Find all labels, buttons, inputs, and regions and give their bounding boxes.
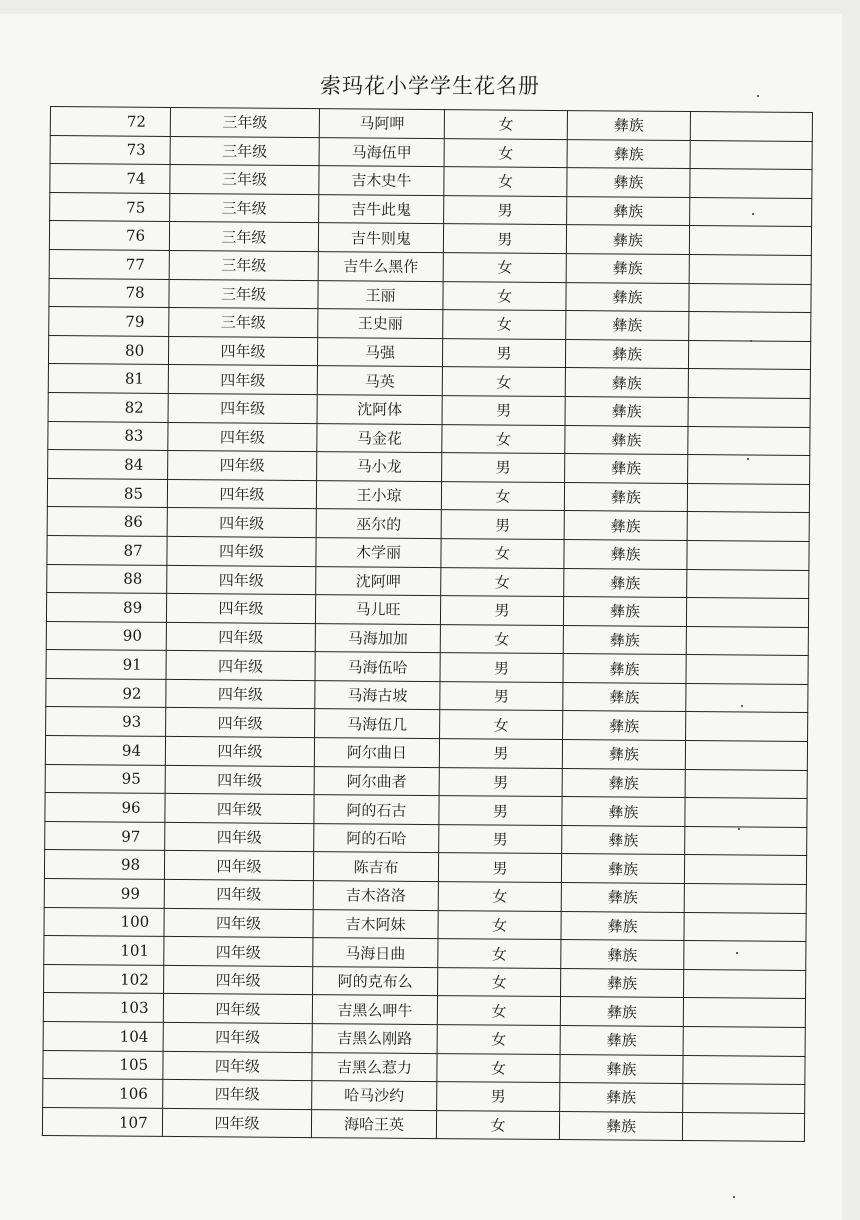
cell-grade: 四年级 [164,937,313,967]
cell-name: 马小龙 [317,452,442,482]
cell-number: 85 [47,478,167,508]
cell-ethnicity: 彝族 [563,711,686,741]
cell-grade: 四年级 [166,622,315,652]
cell-name: 吉黑么惹力 [312,1052,437,1082]
cell-grade: 三年级 [170,136,319,166]
cell-ethnicity: 彝族 [565,454,688,484]
cell-number: 84 [48,450,168,480]
cell-number: 75 [50,192,170,222]
cell-name: 王史丽 [318,309,443,339]
cell-gender: 女 [443,253,566,283]
cell-grade: 四年级 [167,508,316,538]
cell-remarks [684,941,806,971]
cell-name: 阿尔曲日 [314,738,439,768]
cell-name: 吉牛则鬼 [318,223,443,253]
scan-speck [757,95,759,97]
cell-remarks [690,169,812,199]
cell-grade: 四年级 [165,822,314,852]
cell-name: 马海加加 [315,623,440,653]
cell-remarks [689,283,811,313]
cell-number: 98 [44,850,164,880]
cell-ethnicity: 彝族 [562,825,685,855]
cell-gender: 男 [439,739,562,769]
cell-gender: 女 [443,310,566,340]
cell-name: 王小琼 [316,480,441,510]
cell-name: 吉木史牛 [319,166,444,196]
cell-name: 马海古坡 [315,680,440,710]
cell-gender: 女 [436,1110,559,1140]
cell-grade: 三年级 [169,308,318,338]
cell-grade: 四年级 [166,708,315,738]
cell-grade: 四年级 [167,479,316,509]
cell-number: 101 [44,936,164,966]
cell-remarks [684,855,806,885]
cell-grade: 四年级 [162,1108,311,1138]
cell-ethnicity: 彝族 [560,1054,683,1084]
cell-name: 马海伍几 [315,709,440,739]
cell-ethnicity: 彝族 [566,254,689,284]
cell-gender: 男 [437,1082,560,1112]
cell-name: 吉黑么刚路 [312,1024,437,1054]
cell-gender: 女 [438,910,561,940]
cell-name: 阿尔曲者 [314,766,439,796]
cell-number: 93 [46,707,166,737]
scan-speck [733,1196,735,1198]
cell-gender: 男 [439,796,562,826]
cell-name: 阿的克布么 [313,966,438,996]
cell-ethnicity: 彝族 [561,854,684,884]
cell-remarks [684,912,806,942]
cell-grade: 三年级 [170,107,319,137]
scan-edge-right [842,0,860,1220]
cell-name: 吉木阿妹 [313,909,438,939]
page-title: 索玛花小学学生花名册 [320,74,540,98]
cell-number: 89 [46,593,166,623]
cell-grade: 四年级 [165,794,314,824]
cell-name: 马阿呷 [319,109,444,139]
cell-gender: 女 [444,110,567,140]
cell-grade: 四年级 [165,736,314,766]
cell-name: 海哈王英 [311,1109,436,1139]
cell-name: 王丽 [318,280,443,310]
cell-name: 沈阿呷 [316,566,441,596]
cell-name: 马儿旺 [315,595,440,625]
cell-gender: 女 [442,424,565,454]
cell-number: 97 [45,821,165,851]
cell-remarks [686,683,808,713]
cell-gender: 女 [437,996,560,1026]
cell-remarks [684,969,806,999]
cell-gender: 女 [437,1025,560,1055]
cell-grade: 四年级 [167,565,316,595]
cell-grade: 四年级 [164,851,313,881]
cell-number: 99 [44,879,164,909]
cell-number: 102 [44,964,164,994]
cell-number: 96 [45,793,165,823]
cell-gender: 男 [439,767,562,797]
cell-ethnicity: 彝族 [562,740,685,770]
cell-ethnicity: 彝族 [567,139,690,169]
cell-remarks [687,540,809,570]
cell-name: 木学丽 [316,538,441,568]
cell-number: 80 [48,335,168,365]
cell-ethnicity: 彝族 [567,111,690,141]
cell-remarks [690,112,812,142]
cell-number: 73 [50,135,170,165]
cell-name: 沈阿体 [317,395,442,425]
cell-ethnicity: 彝族 [562,797,685,827]
cell-ethnicity: 彝族 [560,1083,683,1113]
cell-ethnicity: 彝族 [566,225,689,255]
cell-gender: 男 [441,510,564,540]
cell-remarks [685,826,807,856]
cell-number: 107 [42,1107,162,1137]
cell-number: 104 [43,1021,163,1051]
cell-number: 87 [47,535,167,565]
cell-number: 92 [46,678,166,708]
cell-number: 100 [44,907,164,937]
cell-grade: 四年级 [163,1080,312,1110]
cell-gender: 女 [437,1053,560,1083]
cell-name: 马金花 [317,423,442,453]
cell-ethnicity: 彝族 [566,311,689,341]
cell-remarks [685,798,807,828]
cell-remarks [683,1055,805,1085]
cell-grade: 四年级 [164,965,313,995]
cell-remarks [683,998,805,1028]
cell-grade: 四年级 [163,1022,312,1052]
cell-remarks [687,512,809,542]
cell-grade: 四年级 [165,765,314,795]
cell-grade: 四年级 [168,336,317,366]
cell-number: 83 [48,421,168,451]
cell-number: 72 [50,107,170,137]
scan-speck [741,705,743,707]
cell-remarks [690,197,812,227]
cell-number: 94 [45,736,165,766]
cell-gender: 男 [442,396,565,426]
cell-grade: 四年级 [168,422,317,452]
cell-number: 82 [48,392,168,422]
cell-grade: 三年级 [169,279,318,309]
cell-name: 马海伍哈 [315,652,440,682]
cell-grade: 四年级 [168,451,317,481]
cell-gender: 男 [442,338,565,368]
cell-ethnicity: 彝族 [559,1111,682,1141]
cell-name: 吉牛么黑作 [318,252,443,282]
cell-name: 马英 [317,366,442,396]
cell-ethnicity: 彝族 [563,654,686,684]
cell-remarks [685,741,807,771]
cell-remarks [686,598,808,628]
cell-grade: 四年级 [166,679,315,709]
cell-ethnicity: 彝族 [566,282,689,312]
cell-number: 77 [49,249,169,279]
cell-ethnicity: 彝族 [560,1026,683,1056]
cell-name: 陈吉布 [313,852,438,882]
cell-grade: 三年级 [170,193,319,223]
cell-ethnicity: 彝族 [564,482,687,512]
cell-remarks [687,483,809,513]
cell-remarks [689,254,811,284]
cell-gender: 女 [440,624,563,654]
cell-ethnicity: 彝族 [565,368,688,398]
cell-grade: 三年级 [169,250,318,280]
cell-gender: 女 [444,167,567,197]
cell-number: 103 [43,993,163,1023]
cell-grade: 四年级 [163,1051,312,1081]
cell-remarks [684,884,806,914]
cell-name: 阿的石古 [314,795,439,825]
cell-remarks [686,655,808,685]
cell-remarks [688,340,810,370]
cell-ethnicity: 彝族 [561,968,684,998]
cell-remarks [686,626,808,656]
cell-number: 90 [46,621,166,651]
cell-remarks [688,397,810,427]
cell-number: 95 [45,764,165,794]
cell-ethnicity: 彝族 [564,539,687,569]
cell-name: 吉黑么呷牛 [312,995,437,1025]
cell-gender: 男 [440,653,563,683]
cell-name: 马海日曲 [313,938,438,968]
cell-gender: 女 [438,967,561,997]
cell-remarks [682,1112,804,1142]
cell-gender: 女 [438,882,561,912]
cell-ethnicity: 彝族 [567,196,690,226]
cell-gender: 男 [440,681,563,711]
cell-ethnicity: 彝族 [561,940,684,970]
cell-gender: 女 [442,367,565,397]
cell-grade: 四年级 [167,536,316,566]
cell-gender: 男 [444,195,567,225]
cell-name: 马海伍甲 [319,137,444,167]
cell-remarks [687,569,809,599]
scan-speck [752,213,754,215]
cell-name: 吉木洛洛 [313,881,438,911]
cell-remarks [688,426,810,456]
cell-remarks [683,1084,805,1114]
cell-ethnicity: 彝族 [561,911,684,941]
cell-remarks [686,712,808,742]
cell-number: 88 [47,564,167,594]
cell-remarks [689,312,811,342]
cell-name: 巫尔的 [316,509,441,539]
cell-gender: 女 [440,710,563,740]
scan-speck [736,952,738,954]
scan-speck [747,458,749,460]
cell-grade: 三年级 [170,165,319,195]
cell-number: 79 [49,307,169,337]
cell-number: 86 [47,507,167,537]
roster-sheet [42,106,810,1142]
cell-gender: 男 [440,596,563,626]
cell-ethnicity: 彝族 [561,883,684,913]
cell-grade: 四年级 [164,879,313,909]
cell-gender: 男 [438,853,561,883]
cell-gender: 女 [441,538,564,568]
cell-grade: 四年级 [166,651,315,681]
cell-name: 马强 [317,337,442,367]
cell-gender: 女 [441,567,564,597]
cell-grade: 四年级 [164,908,313,938]
cell-grade: 四年级 [163,994,312,1024]
cell-ethnicity: 彝族 [563,625,686,655]
cell-ethnicity: 彝族 [565,425,688,455]
cell-ethnicity: 彝族 [564,568,687,598]
cell-grade: 四年级 [168,393,317,423]
cell-number: 81 [48,364,168,394]
cell-ethnicity: 彝族 [564,511,687,541]
cell-gender: 女 [441,481,564,511]
cell-number: 105 [43,1050,163,1080]
cell-name: 哈马沙约 [312,1081,437,1111]
cell-number: 74 [50,164,170,194]
table-row [42,1107,804,1142]
cell-number: 91 [46,650,166,680]
scan-edge-top [0,0,860,14]
cell-remarks [685,769,807,799]
cell-name: 阿的石哈 [314,823,439,853]
cell-remarks [689,226,811,256]
cell-ethnicity: 彝族 [565,339,688,369]
cell-grade: 四年级 [166,594,315,624]
cell-number: 76 [49,221,169,251]
cell-gender: 女 [438,939,561,969]
scan-speck [738,828,740,830]
cell-gender: 女 [444,138,567,168]
cell-number: 78 [49,278,169,308]
cell-remarks [690,140,812,170]
cell-ethnicity: 彝族 [560,997,683,1027]
cell-remarks [683,1027,805,1057]
cell-grade: 三年级 [169,222,318,252]
cell-gender: 男 [443,224,566,254]
cell-number: 106 [43,1079,163,1109]
cell-ethnicity: 彝族 [567,168,690,198]
cell-gender: 男 [439,824,562,854]
cell-ethnicity: 彝族 [562,768,685,798]
scan-speck [750,340,752,342]
roster-body [42,107,812,1142]
cell-ethnicity: 彝族 [563,682,686,712]
cell-name: 吉牛此鬼 [319,194,444,224]
cell-gender: 女 [443,281,566,311]
cell-remarks [688,369,810,399]
cell-ethnicity: 彝族 [563,597,686,627]
student-roster-table [42,106,813,1142]
cell-grade: 四年级 [168,365,317,395]
cell-gender: 男 [442,453,565,483]
cell-ethnicity: 彝族 [565,396,688,426]
